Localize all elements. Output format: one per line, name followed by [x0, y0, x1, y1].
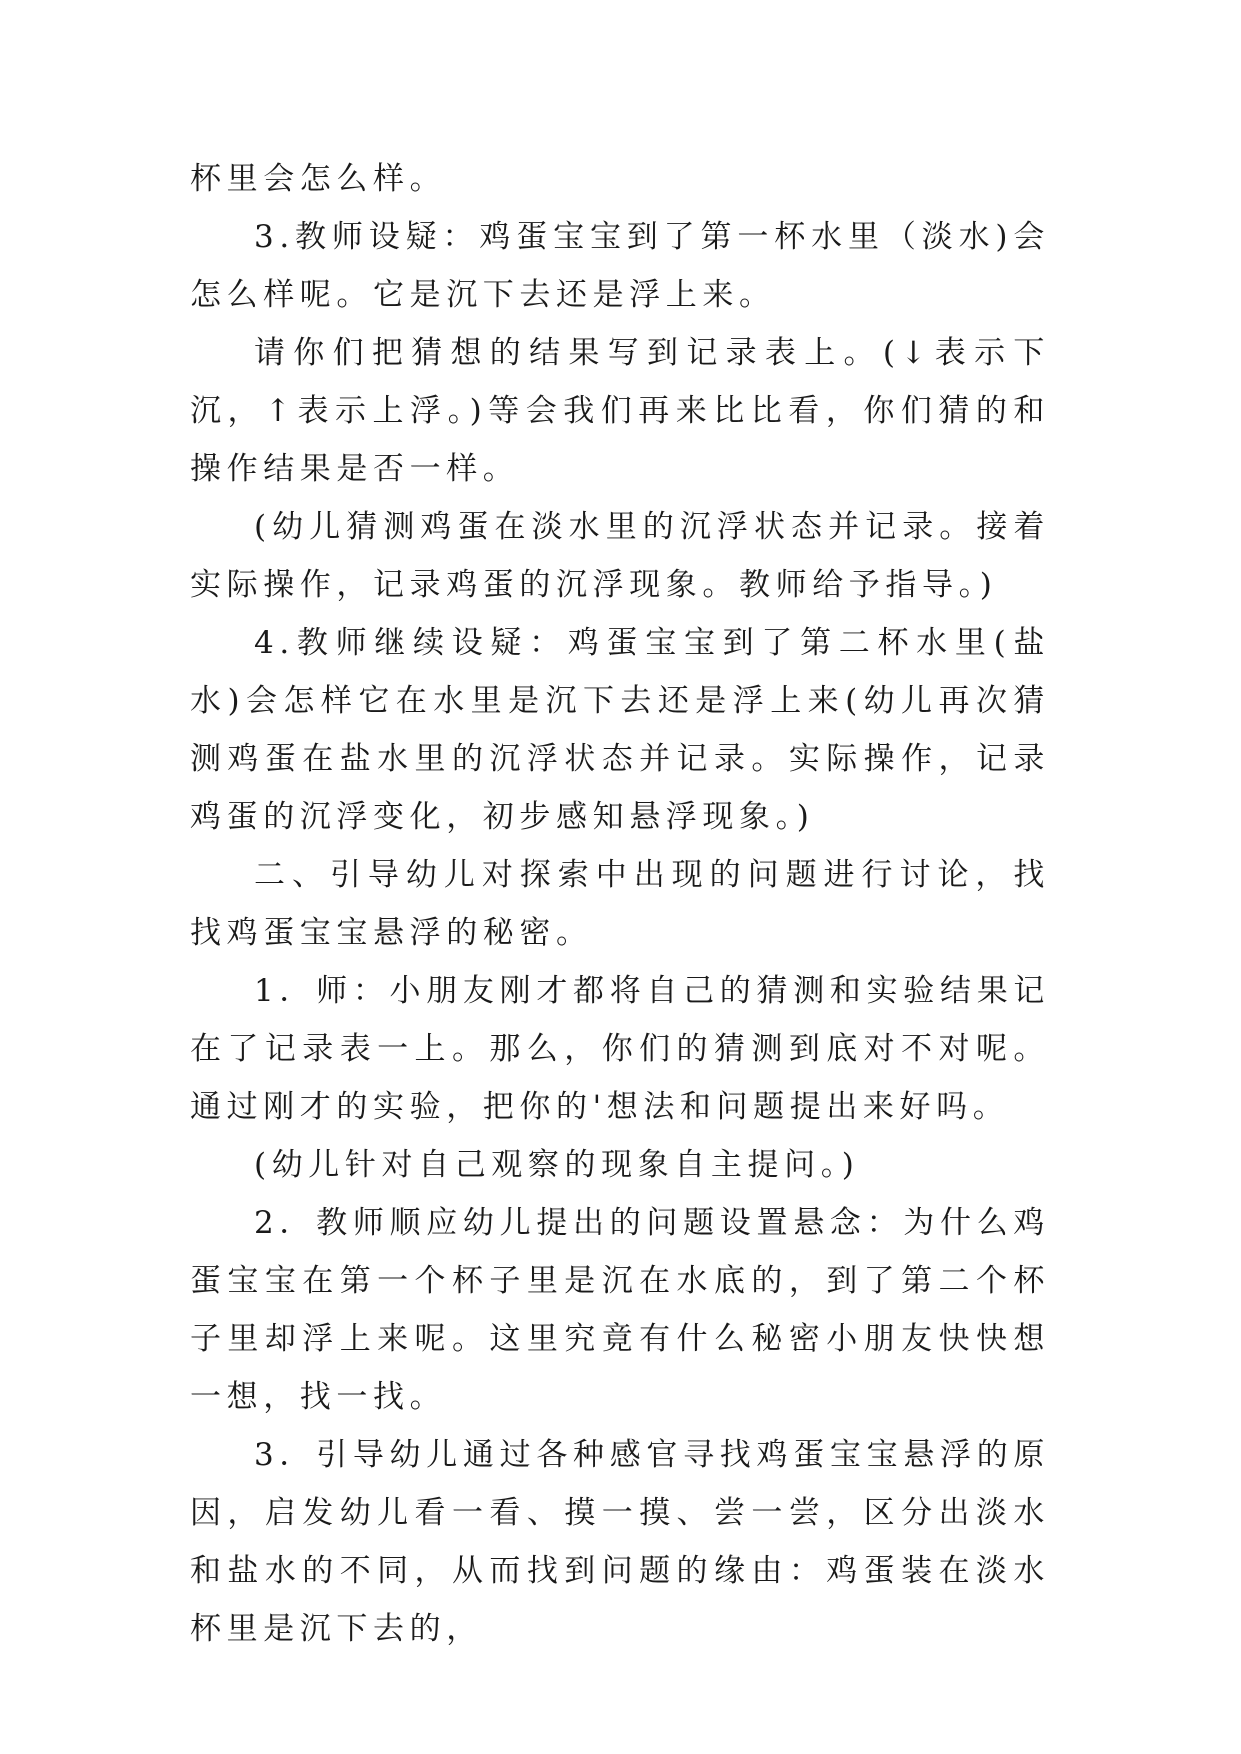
paragraph-9: 2．教师顺应幼儿提出的问题设置悬念：为什么鸡蛋宝宝在第一个杯子里是沉在水底的，到了第二个杯子里却浮上来呢。这里究竟有什么秘密小朋友快快想一想，找一找。 [190, 1205, 1050, 1415]
paragraph-2: 3.教师设疑：鸡蛋宝宝到了第一杯水里（淡水)会怎么样呢。它是沉下去还是浮上来。 [190, 219, 1050, 313]
paragraph-3: 请你们把猜想的结果写到记录表上。(↓表示下沉，↑表示上浮。)等会我们再来比比看，你们猜的和操作结果是否一样。 [190, 335, 1050, 487]
paragraph-1: 杯里会怎么样。 [190, 161, 447, 197]
paragraph-7: 1．师：小朋友刚才都将自己的猜测和实验结果记在了记录表一上。那么，你们的猜测到底对不对呢。通过刚才的实验，把你的'想法和问题提出来好吗。 [190, 973, 1050, 1125]
paragraph-8: (幼儿针对自己观察的现象自主提问。) [254, 1147, 860, 1183]
paragraph-10: 3．引导幼儿通过各种感官寻找鸡蛋宝宝悬浮的原因，启发幼儿看一看、摸一摸、尝一尝，区分出淡水和盐水的不同，从而找到问题的缘由：鸡蛋装在淡水杯里是沉下去的， [190, 1437, 1050, 1647]
paragraph-4: (幼儿猜测鸡蛋在淡水里的沉浮状态并记录。接着实际操作，记录鸡蛋的沉浮现象。教师给予指导。) [190, 509, 1050, 603]
paragraph-6: 二、引导幼儿对探索中出现的问题进行讨论，找找鸡蛋宝宝悬浮的秘密。 [190, 857, 1050, 951]
paragraph-5: 4.教师继续设疑：鸡蛋宝宝到了第二杯水里(盐水)会怎样它在水里是沉下去还是浮上来(幼儿再次猜测鸡蛋在盐水里的沉浮状态并记录。实际操作，记录鸡蛋的沉浮变化，初步感知悬浮现象。) [190, 625, 1050, 835]
document-body [190, 150, 1050, 1658]
